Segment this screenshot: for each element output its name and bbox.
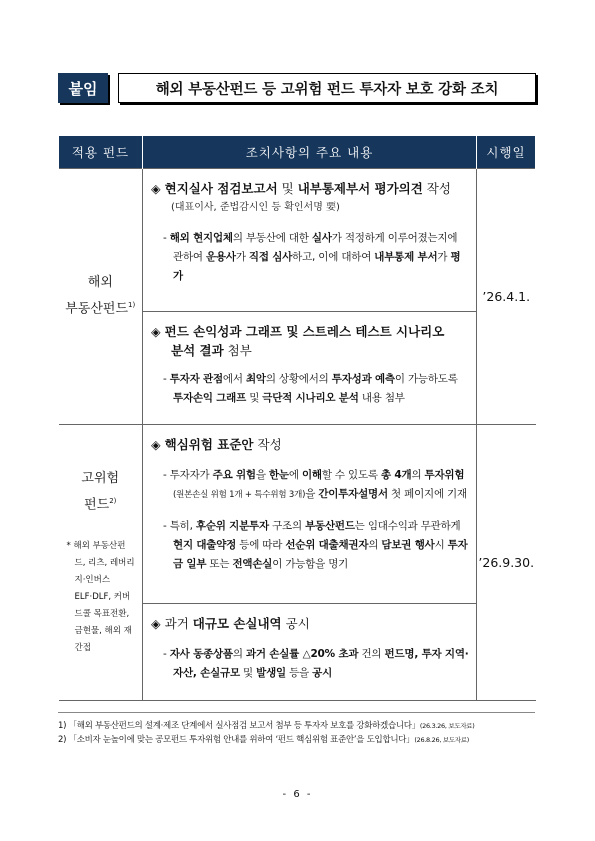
measure-subnote: (대표이사, 준법감시인 등 확인서명 要) [171,202,340,213]
measure-heading: ◈ 펀드 손익성과 그래프 및 스트레스 테스트 시나리오 [151,324,445,339]
footnote-item: 1) 「해외 부동산펀드의 설계·제조 단계에서 실사점검 보고서 첨부 등 투자자 보호를 강화하겠습니다」(26.3.26, 보도자료) [58,721,475,731]
measure-heading-cont: 분석 결과 첨부 [171,343,252,358]
fund-category-line1: 해외 [87,275,113,291]
page-number: - 6 - [282,789,313,800]
fund-category-line2: 펀드 [84,497,110,513]
diamond-bullet-icon: ◈ [151,324,161,339]
diamond-bullet-icon: ◈ [151,437,161,452]
measure-detail: - 자사 동종상품의 과거 손실률 △20% 초과 건의 펀드명, 투자 지역·자산, 손실규모 및 발생일 등을 공시 [163,648,469,679]
footnote-divider [58,712,535,713]
measure-cell [143,312,477,425]
column-header-fund: 적용 펀드 [59,136,143,169]
measure-heading: ◈ 현지실사 점검보고서 및 내부통제부서 평가의견 작성 [151,181,451,196]
footnote-ref: 2) [109,496,117,505]
table-header-row [59,136,536,169]
measure-detail: - 해외 현지업체의 부동산에 대한 실사가 적정하게 이루어졌는지에 관하여 운용사가 직접 심사하고, 이에 대하여 내부통제 부서가 평가 [163,232,461,282]
column-header-date: 시행일 [477,136,536,169]
diamond-bullet-icon: ◈ [151,616,161,631]
table-row [59,425,536,604]
measure-heading: ◈ 과거 대규모 손실내역 공시 [151,616,310,631]
fund-category-cell [59,169,143,425]
measure-detail: - 투자자가 주요 위험을 한눈에 이해할 수 있도록 총 4개의 투자위험(원본손실 위험 1개 + 특수위험 3개)을 간이투자설명서 첫 페이지에 기재 [163,469,467,500]
measure-cell [143,169,477,312]
table-row [59,169,536,312]
fund-scope-note: * 해외 부동산펀드, 리츠, 레버리지·인버스 ELF·DLF, 커버드콜 목표전환, 금현물, 해외 재간접 [66,541,135,654]
footnote-item: 2) 「소비자 눈높이에 맞는 공모펀드 투자위험 안내를 위하여 ‘펀드 핵심위험 표준안’을 도입합니다」(26.8.26, 보도자료) [58,735,470,745]
fund-category-line2: 부동산펀드 [65,301,129,317]
footnotes [58,719,538,747]
document-title-row [58,73,538,105]
document-title: 해외 부동산펀드 등 고위험 펀드 투자자 보호 강화 조치 [118,73,536,103]
measures-table [58,136,536,701]
fund-category-cell [59,425,143,701]
column-header-measures: 조치사항의 주요 내용 [143,136,477,169]
effective-date-cell: ’26.4.1. [477,169,536,425]
measure-detail: - 특히, 후순위 지분투자 구조의 부동산펀드는 임대수익과 무관하게 현지 대출약정 등에 따라 선순위 대출채권자의 담보권 행사시 투자금 일부 또는 전액손실이 가능함을 명기 [163,520,468,570]
measure-detail: - 투자자 관점에서 최악의 상황에서의 투자성과 예측이 가능하도록 투자손익 그래프 및 극단적 시나리오 분석 내용 첨부 [163,373,458,404]
attachment-tag: 붙임 [58,73,108,103]
measure-heading: ◈ 핵심위험 표준안 작성 [151,437,282,452]
effective-date-cell: ’26.9.30. [477,425,536,701]
footnote-ref: 1) [128,301,136,310]
fund-category-line1: 고위험 [81,470,120,486]
diamond-bullet-icon: ◈ [151,181,161,196]
measure-cell [143,425,477,604]
measure-cell [143,604,477,701]
